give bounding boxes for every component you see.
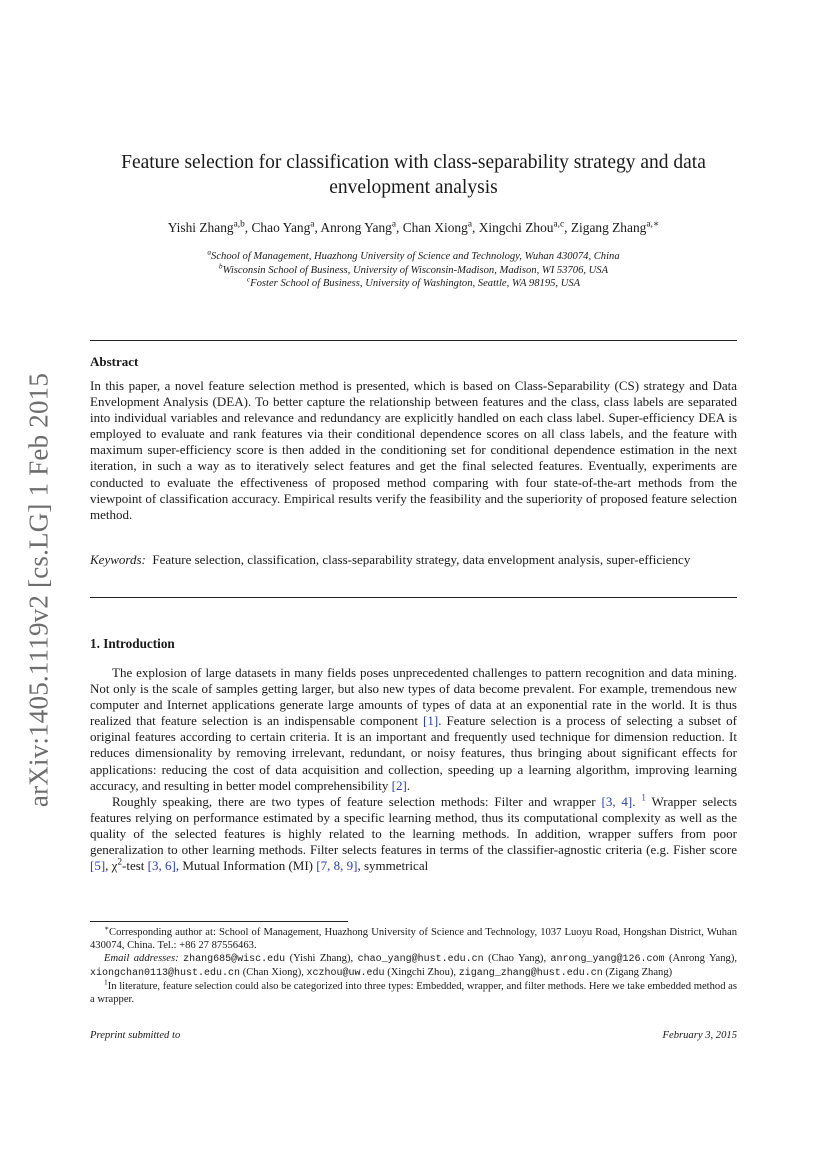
author: Chao Yang$^a$, — [251, 219, 321, 235]
citation-link[interactable]: [3, 4] — [601, 793, 633, 809]
author: Xingchi Zhou$^{a,c}$, — [478, 219, 571, 235]
footnotes — [90, 923, 738, 1006]
footnote-1: $^1$In literature, feature selection could also be categorized into three types: Embedded, wrapper, and filter methods. Here we take embedded method as a wrapper. — [90, 977, 737, 1005]
paragraph: The explosion of large datasets in many fields poses unprecedented challenges to pattern recognition and data mining. Not only is the scale of samples getting larger, but also new types of data become prevalent. For example, tremendous new computer and Internet applications generate large amounts of types of data at an exponential rate in the world. It is thus realized that feature selection is an indispensable component [1]. Feature selection is a process of selecting a subset of original features according to certain criteria. It is an important and frequently used technique for dimension reduction. It reduces dimensionality by removing irrelevant, redundant, or noisy features, thus bringing about significant effects for applications: reducing the cost of data acquisition and collection, speeding up a learning algorithm, improving learning accuracy, and resulting in better model comprehensibility [2]. — [90, 665, 737, 793]
citation-link[interactable]: [2] — [391, 777, 407, 793]
author: Anrong Yang$^a$, — [320, 219, 403, 235]
preprint-note: Preprint submitted to — [90, 1030, 181, 1041]
introduction-body — [90, 665, 737, 874]
author-list — [90, 220, 737, 236]
affiliation: $^a$School of Management, Huazhong University of Science and Technology, Wuhan 430074, China — [207, 247, 620, 262]
citation-link[interactable]: [3, 6] — [147, 858, 176, 874]
affiliation: $^b$Wisconsin School of Business, University of Wisconsin-Madison, Madison, WI 53706, USA — [218, 260, 609, 276]
email-link[interactable]: chao_yang@hust.edu.cn — [357, 954, 484, 965]
footnote-rule — [90, 921, 348, 922]
email-link[interactable]: anrong_yang@126.com — [550, 954, 665, 965]
citation-link[interactable]: [5] — [90, 858, 106, 874]
preprint-date: February 3, 2015 — [662, 1030, 737, 1041]
affiliation: $^c$Foster School of Business, University of Washington, Seattle, WA 98195, USA — [246, 274, 581, 289]
author: Zigang Zhang$^{a,∗}$ — [570, 219, 660, 235]
keywords — [90, 552, 737, 568]
abstract-text: In this paper, a novel feature selection method is presented, which is based on Class-Separability (CS) strategy and Data Envelopment Analysis (DEA). To better capture the relationship between features and the class, class labels are separated into individual variables and relevance and redundancy are explicitly handled on each class label. Super-efficiency DEA is employed to evaluate and rank features via their conditional dependence scores on all class labels, and the feature with maximum super-efficiency score is then added in the conditioning set for conditional dependence estimation in the next iteration, in such a way as to iteratively select features and get the final selected features. Eventually, experiments are conducted to evaluate the effectiveness of proposed method comparing with four state-of-the-art methods from the viewpoint of classification accuracy. Empirical results verify the feasibility and the superiority of proposed feature selection method. — [90, 378, 737, 522]
paper-title: Feature selection for classification with class-separability strategy and data envelopment analysis — [121, 152, 706, 198]
citation-link[interactable]: [7, 8, 9] — [316, 858, 358, 874]
keywords-text: Feature selection, classification, class-separability strategy, data envelopment analysis, super-efficiency — [152, 552, 691, 567]
email-link[interactable]: zigang_zhang@hust.edu.cn — [458, 968, 603, 979]
abstract-bottom-rule — [90, 597, 737, 598]
abstract-top-rule — [90, 340, 737, 341]
section-heading-introduction: 1. Introduction — [90, 636, 175, 651]
keywords-label: Keywords: — [90, 552, 146, 567]
footnote-emails: Email addresses: zhang685@wisc.edu (Yishi Zhang), chao_yang@hust.edu.cn (Chao Yang), anrong_yang@126.com (Anrong Yang), xiongchan0113@hust.edu.cn (Chan Xiong), xczhou@uw.edu (Xingchi Zhou), zigang_zhang@hust.edu.cn (Zigang Zhang) — [90, 953, 738, 979]
footnote-mark[interactable]: 1 — [641, 792, 646, 803]
affiliations — [90, 247, 737, 291]
footnote-corresponding: ∗Corresponding author at: School of Management, Huazhong University of Science and Technology, 1037 Luoyu Road, Hongshan District, Wuhan 430074, China. Tel.: +86 27 87556463. — [90, 923, 737, 951]
citation-link[interactable]: [1] — [423, 713, 439, 729]
author: Yishi Zhang$^{a,b}$, — [167, 219, 252, 235]
abstract-heading: Abstract — [90, 354, 139, 369]
email-link[interactable]: zhang685@wisc.edu — [183, 954, 286, 965]
email-link[interactable]: xiongchan0113@hust.edu.cn — [90, 968, 241, 979]
author: Chan Xiong$^a$, — [402, 219, 479, 235]
arxiv-stamp: arXiv:1405.1119v2 [cs.LG] 1 Feb 2015 — [23, 372, 54, 808]
email-link[interactable]: xczhou@uw.edu — [306, 968, 385, 979]
paragraph: Roughly speaking, there are two types of feature selection methods: Filter and wrapper [3, 4]. $^1$ Wrapper selects features relying on performance estimated by a specific learning method, thus its computational complexity as well as the quality of the selected features is highly related to the learning methods. In addition, wrapper suffers from poor generalization to other learning methods. Filter selects features in terms of the classifier-agnostic criteria (e.g. Fisher score [5], $\chi^2$-test [3, 6], Mutual Information (MI) [7, 8, 9], symmetrical — [90, 792, 737, 874]
